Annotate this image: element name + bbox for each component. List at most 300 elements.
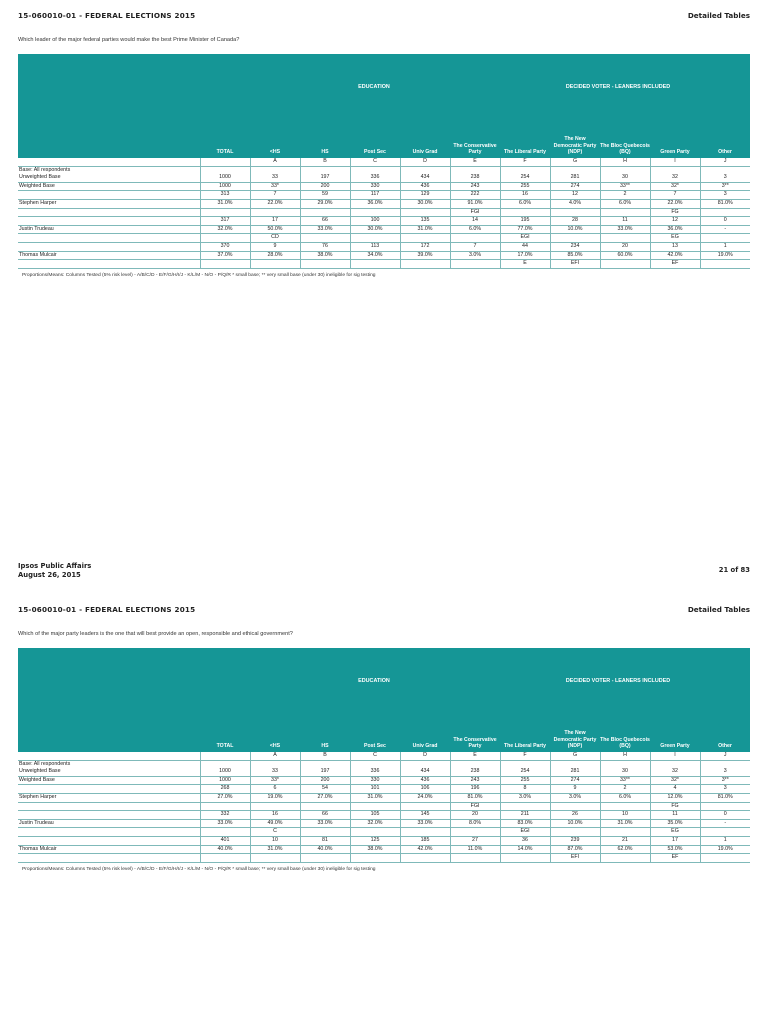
table-cell bbox=[400, 260, 450, 269]
table-cell: 3.0% bbox=[500, 793, 550, 802]
table-cell: 32* bbox=[650, 776, 700, 785]
column-header-the-conservative-party: The Conservative Party bbox=[453, 736, 497, 749]
table-cell: 8 bbox=[500, 785, 550, 794]
table-row bbox=[18, 811, 750, 820]
column-letters-row bbox=[18, 752, 750, 760]
row-label: Base: All respondents bbox=[19, 166, 71, 173]
table-cell bbox=[600, 760, 650, 768]
table-cell: 313 bbox=[200, 191, 250, 200]
table-cell: 31.0% bbox=[600, 819, 650, 828]
table-cell: 34.0% bbox=[350, 251, 400, 260]
table-cell: 85.0% bbox=[550, 251, 600, 260]
table-cell bbox=[550, 760, 600, 768]
column-header-the-new-democratic-party-ndp: The New Democratic Party (NDP) bbox=[553, 136, 597, 155]
table-cell: 117 bbox=[350, 191, 400, 200]
table-cell: 32.0% bbox=[350, 819, 400, 828]
table-cell: 185 bbox=[400, 836, 450, 845]
voter-group-label: DECIDED VOTER - LEANERS INCLUDED bbox=[565, 678, 671, 684]
table-cell: 9 bbox=[250, 242, 300, 251]
table-cell: 12.0% bbox=[650, 793, 700, 802]
table-cell: 370 bbox=[200, 242, 250, 251]
table-cell: 222 bbox=[450, 191, 500, 200]
table-cell bbox=[600, 208, 650, 217]
table-cell: 49.0% bbox=[250, 819, 300, 828]
table-row bbox=[18, 199, 750, 208]
table-cell bbox=[700, 760, 750, 768]
table-row bbox=[18, 234, 750, 243]
table-cell: 62.0% bbox=[600, 845, 650, 854]
table-cell: 37.0% bbox=[200, 251, 250, 260]
table-cell: 22.0% bbox=[250, 199, 300, 208]
table-cell bbox=[400, 802, 450, 811]
column-letter: F bbox=[500, 752, 550, 760]
table-cell: 6 bbox=[250, 785, 300, 794]
table-cell: 28 bbox=[550, 217, 600, 226]
column-header-band bbox=[18, 648, 750, 752]
table-cell: 31.0% bbox=[200, 199, 250, 208]
table-cell: 12 bbox=[550, 191, 600, 200]
table-cell bbox=[550, 166, 600, 174]
table-cell: 30.0% bbox=[350, 225, 400, 234]
table-cell: 21 bbox=[600, 836, 650, 845]
column-header-post-sec: Post Sec bbox=[364, 742, 386, 749]
table-cell: 44 bbox=[500, 242, 550, 251]
table-cell: 10 bbox=[600, 811, 650, 820]
table-row bbox=[18, 242, 750, 251]
column-header-hs: HS bbox=[321, 148, 329, 155]
table-cell bbox=[350, 760, 400, 768]
table-cell: 0 bbox=[700, 217, 750, 226]
table-cell: 255 bbox=[500, 776, 550, 785]
table-cell bbox=[700, 828, 750, 837]
table-cell bbox=[400, 854, 450, 863]
table-cell: 3.0% bbox=[450, 251, 500, 260]
table-cell bbox=[600, 234, 650, 243]
table-cell: 42.0% bbox=[650, 251, 700, 260]
row-label: Thomas Mulcair bbox=[18, 845, 200, 854]
table-cell bbox=[200, 828, 250, 837]
row-label: Stephen Harper bbox=[18, 199, 200, 208]
table-cell: 3 bbox=[700, 191, 750, 200]
column-header-univ-grad: Univ Grad bbox=[412, 148, 438, 155]
table-cell: 172 bbox=[400, 242, 450, 251]
table-cell bbox=[200, 208, 250, 217]
table-cell: 10.0% bbox=[550, 819, 600, 828]
table-cell: 81 bbox=[300, 836, 350, 845]
table-cell: 434 bbox=[400, 174, 450, 182]
row-label bbox=[18, 260, 200, 269]
table-cell: 100 bbox=[350, 217, 400, 226]
table-cell: 401 bbox=[200, 836, 250, 845]
table-cell bbox=[250, 854, 300, 863]
table-cell: 434 bbox=[400, 768, 450, 776]
table-cell: C bbox=[250, 828, 300, 837]
table-cell: 4 bbox=[650, 785, 700, 794]
table-cell: 42.0% bbox=[400, 845, 450, 854]
table-cell: 38.0% bbox=[300, 251, 350, 260]
table-cell: EFI bbox=[550, 854, 600, 863]
table-cell: FG bbox=[650, 208, 700, 217]
table-cell: 332 bbox=[200, 811, 250, 820]
column-letter: E bbox=[450, 752, 500, 760]
table-cell: 106 bbox=[400, 785, 450, 794]
row-label: Thomas Mulcair bbox=[18, 251, 200, 260]
table-cell bbox=[300, 260, 350, 269]
table-cell: FGI bbox=[450, 208, 500, 217]
table-cell: EF bbox=[650, 260, 700, 269]
table-cell: 39.0% bbox=[400, 251, 450, 260]
table-cell: 1 bbox=[700, 836, 750, 845]
column-header-total: TOTAL bbox=[216, 742, 234, 749]
row-label bbox=[18, 208, 200, 217]
table-cell bbox=[300, 828, 350, 837]
table-cell bbox=[500, 166, 550, 174]
table-cell: 2 bbox=[600, 785, 650, 794]
table-cell bbox=[300, 234, 350, 243]
column-letter: C bbox=[350, 158, 400, 166]
row-label bbox=[18, 191, 200, 200]
table-cell: 1000 bbox=[200, 182, 250, 191]
column-header-the-bloc-quebecois-bq: The Bloc Quebecois (BQ) bbox=[600, 736, 650, 749]
table-cell bbox=[500, 854, 550, 863]
table-cell bbox=[250, 166, 300, 174]
table-cell: 36 bbox=[500, 836, 550, 845]
table-cell bbox=[600, 260, 650, 269]
table-row bbox=[18, 166, 750, 174]
table-cell: 11 bbox=[650, 811, 700, 820]
page-footer bbox=[18, 562, 91, 579]
table-cell bbox=[300, 802, 350, 811]
table-cell: 32 bbox=[650, 174, 700, 182]
table-cell: - bbox=[700, 819, 750, 828]
table-cell: 19.0% bbox=[700, 845, 750, 854]
table-cell bbox=[200, 166, 250, 174]
table-cell: 7 bbox=[250, 191, 300, 200]
table-cell: 330 bbox=[350, 776, 400, 785]
table-cell: 129 bbox=[400, 191, 450, 200]
table-cell: 113 bbox=[350, 242, 400, 251]
table-cell bbox=[200, 260, 250, 269]
table-cell bbox=[450, 828, 500, 837]
table-cell: 281 bbox=[550, 174, 600, 182]
table-cell bbox=[400, 208, 450, 217]
table-cell bbox=[300, 208, 350, 217]
column-header-band bbox=[18, 54, 750, 158]
table-cell bbox=[700, 854, 750, 863]
table-row bbox=[18, 785, 750, 794]
table-cell: 33.0% bbox=[600, 225, 650, 234]
table-cell bbox=[700, 802, 750, 811]
table-cell: 211 bbox=[500, 811, 550, 820]
detailed-tables-label: Detailed Tables bbox=[687, 11, 750, 20]
table-cell: 3 bbox=[700, 785, 750, 794]
sig-testing-note: Proportions/Means: Columns Tested (5% risk level) - A/B/C/D - E/F/G/H/I/J - K/L/M - N/O - P/Q/R * small base; ** very small base (under 30) ineligible for sig testing bbox=[22, 273, 376, 278]
row-label bbox=[18, 836, 200, 845]
column-header-other: Other bbox=[718, 742, 732, 749]
row-label bbox=[18, 802, 200, 811]
table-cell: EGI bbox=[500, 234, 550, 243]
table-cell: 254 bbox=[500, 174, 550, 182]
table-cell bbox=[450, 260, 500, 269]
education-group-label: EDUCATION bbox=[358, 678, 390, 684]
table-cell: 336 bbox=[350, 174, 400, 182]
table-cell bbox=[400, 760, 450, 768]
table-cell: 33** bbox=[600, 776, 650, 785]
table-row bbox=[18, 854, 750, 863]
table-row bbox=[18, 182, 750, 191]
table-cell: 13 bbox=[650, 242, 700, 251]
table-cell: 59 bbox=[300, 191, 350, 200]
table-cell bbox=[400, 828, 450, 837]
column-letter: H bbox=[600, 158, 650, 166]
column-letter: B bbox=[300, 158, 350, 166]
column-header-green-party: Green Party bbox=[660, 148, 690, 155]
column-header-the-bloc-quebecois-bq: The Bloc Quebecois (BQ) bbox=[600, 142, 650, 155]
column-header-the-conservative-party: The Conservative Party bbox=[453, 142, 497, 155]
table-cell: 234 bbox=[550, 242, 600, 251]
row-label: Weighted Base bbox=[18, 776, 200, 785]
table-cell: EGI bbox=[500, 828, 550, 837]
column-letter: I bbox=[650, 158, 700, 166]
table-row bbox=[18, 260, 750, 269]
table-cell: 32.0% bbox=[200, 225, 250, 234]
table-cell: 16 bbox=[500, 191, 550, 200]
table-cell: 195 bbox=[500, 217, 550, 226]
table-cell bbox=[700, 234, 750, 243]
table-cell bbox=[450, 760, 500, 768]
table-cell bbox=[500, 802, 550, 811]
table-row bbox=[18, 225, 750, 234]
table-cell: - bbox=[700, 225, 750, 234]
table-cell bbox=[400, 234, 450, 243]
row-label: Unweighted Base bbox=[18, 174, 200, 182]
table-cell: E bbox=[500, 260, 550, 269]
table-cell: 9 bbox=[550, 785, 600, 794]
table-cell: 91.0% bbox=[450, 199, 500, 208]
table-cell bbox=[650, 166, 700, 174]
column-header-the-liberal-party: The Liberal Party bbox=[503, 148, 547, 155]
table-cell: 20 bbox=[450, 811, 500, 820]
table-cell: 10 bbox=[250, 836, 300, 845]
table-cell: 17 bbox=[650, 836, 700, 845]
crosstab-table bbox=[18, 158, 750, 269]
table-cell: 6.0% bbox=[600, 199, 650, 208]
table-cell: 32* bbox=[650, 182, 700, 191]
table-cell bbox=[450, 854, 500, 863]
table-cell bbox=[600, 828, 650, 837]
column-letter: J bbox=[700, 158, 750, 166]
table-cell bbox=[350, 802, 400, 811]
table-cell bbox=[200, 802, 250, 811]
column-header-hs: HS bbox=[321, 742, 329, 749]
table-cell: 11.0% bbox=[450, 845, 500, 854]
question-text: Which of the major party leaders is the one that will best provide an open, responsible and ethical government? bbox=[18, 631, 293, 637]
table-cell: 7 bbox=[650, 191, 700, 200]
table-cell: 17 bbox=[250, 217, 300, 226]
table-cell: 336 bbox=[350, 768, 400, 776]
column-letter: J bbox=[700, 752, 750, 760]
table-cell bbox=[550, 802, 600, 811]
table-cell: 274 bbox=[550, 776, 600, 785]
table-cell: EG bbox=[650, 828, 700, 837]
table-cell: 281 bbox=[550, 768, 600, 776]
row-label bbox=[18, 811, 200, 820]
table-cell: 76 bbox=[300, 242, 350, 251]
table-cell: 32 bbox=[650, 768, 700, 776]
table-cell: 16 bbox=[250, 811, 300, 820]
table-cell: 66 bbox=[300, 217, 350, 226]
column-letter: E bbox=[450, 158, 500, 166]
table-cell: 77.0% bbox=[500, 225, 550, 234]
table-cell: 254 bbox=[500, 768, 550, 776]
table-cell bbox=[700, 208, 750, 217]
table-cell bbox=[700, 260, 750, 269]
table-row bbox=[18, 793, 750, 802]
table-cell bbox=[350, 208, 400, 217]
table-cell: 330 bbox=[350, 182, 400, 191]
table-row bbox=[18, 836, 750, 845]
table-cell: 14.0% bbox=[500, 845, 550, 854]
column-letter: G bbox=[550, 158, 600, 166]
table-cell: EFI bbox=[550, 260, 600, 269]
table-cell: 22.0% bbox=[650, 199, 700, 208]
table-cell: 268 bbox=[200, 785, 250, 794]
row-label: Justin Trudeau bbox=[18, 819, 200, 828]
table-cell: 6.0% bbox=[600, 793, 650, 802]
column-header-other: Other bbox=[718, 148, 732, 155]
table-row bbox=[18, 819, 750, 828]
table-cell: 24.0% bbox=[400, 793, 450, 802]
table-cell bbox=[600, 854, 650, 863]
table-cell: 255 bbox=[500, 182, 550, 191]
row-label bbox=[18, 217, 200, 226]
table-cell bbox=[250, 802, 300, 811]
column-header-the-liberal-party: The Liberal Party bbox=[503, 742, 547, 749]
table-cell: 0 bbox=[700, 811, 750, 820]
table-cell: 10.0% bbox=[550, 225, 600, 234]
report-date: August 26, 2015 bbox=[18, 570, 81, 579]
column-letter: I bbox=[650, 752, 700, 760]
table-cell: 81.0% bbox=[700, 199, 750, 208]
table-cell bbox=[600, 802, 650, 811]
table-cell: 1 bbox=[700, 242, 750, 251]
table-cell: 1000 bbox=[200, 768, 250, 776]
table-cell: 317 bbox=[200, 217, 250, 226]
table-cell: 35.0% bbox=[650, 819, 700, 828]
table-cell bbox=[550, 828, 600, 837]
table-cell: 3.0% bbox=[550, 793, 600, 802]
table-row bbox=[18, 251, 750, 260]
column-letter: B bbox=[300, 752, 350, 760]
row-label bbox=[18, 828, 200, 837]
crosstab-table bbox=[18, 752, 750, 863]
table-cell: 60.0% bbox=[600, 251, 650, 260]
table-cell: 81.0% bbox=[700, 793, 750, 802]
table-cell: 19.0% bbox=[700, 251, 750, 260]
table-cell: 33.0% bbox=[400, 819, 450, 828]
table-cell: 33* bbox=[250, 182, 300, 191]
table-cell: 31.0% bbox=[400, 225, 450, 234]
report-title: 15-060010-01 - FEDERAL ELECTIONS 2015 bbox=[18, 11, 196, 20]
table-cell: 105 bbox=[350, 811, 400, 820]
table-cell: 12 bbox=[650, 217, 700, 226]
table-cell: 26 bbox=[550, 811, 600, 820]
table-cell bbox=[700, 166, 750, 174]
column-letter: C bbox=[350, 752, 400, 760]
table-cell: 40.0% bbox=[300, 845, 350, 854]
table-cell: 83.0% bbox=[500, 819, 550, 828]
table-cell: 3** bbox=[700, 776, 750, 785]
table-cell: 135 bbox=[400, 217, 450, 226]
table-cell bbox=[300, 166, 350, 174]
column-letter: F bbox=[500, 158, 550, 166]
column-header-green-party: Green Party bbox=[660, 742, 690, 749]
table-cell: 200 bbox=[300, 182, 350, 191]
table-cell: 36.0% bbox=[650, 225, 700, 234]
row-label bbox=[18, 234, 200, 243]
column-header-total: TOTAL bbox=[216, 148, 234, 155]
column-header-post-sec: Post Sec bbox=[364, 148, 386, 155]
table-cell: FGI bbox=[450, 802, 500, 811]
table-cell: 1000 bbox=[200, 776, 250, 785]
table-cell: 53.0% bbox=[650, 845, 700, 854]
column-letter: H bbox=[600, 752, 650, 760]
table-cell: 33.0% bbox=[300, 225, 350, 234]
table-row bbox=[18, 174, 750, 182]
table-cell: 4.0% bbox=[550, 199, 600, 208]
table-cell: 33* bbox=[250, 776, 300, 785]
column-letter: G bbox=[550, 752, 600, 760]
row-label bbox=[18, 752, 200, 760]
table-row bbox=[18, 768, 750, 776]
table-cell: 243 bbox=[450, 182, 500, 191]
table-cell: 31.0% bbox=[250, 845, 300, 854]
table-cell bbox=[350, 260, 400, 269]
table-cell: 2 bbox=[600, 191, 650, 200]
table-section-1 bbox=[0, 11, 768, 291]
table-cell: 200 bbox=[300, 776, 350, 785]
table-cell: 27.0% bbox=[200, 793, 250, 802]
page-header bbox=[18, 11, 750, 23]
table-cell bbox=[400, 166, 450, 174]
table-cell bbox=[250, 260, 300, 269]
table-cell: FG bbox=[650, 802, 700, 811]
table-cell: 125 bbox=[350, 836, 400, 845]
table-cell bbox=[350, 234, 400, 243]
row-label bbox=[18, 242, 200, 251]
table-cell: 7 bbox=[450, 242, 500, 251]
table-cell: 197 bbox=[300, 768, 350, 776]
table-cell bbox=[450, 166, 500, 174]
table-cell: 36.0% bbox=[350, 199, 400, 208]
table-cell: 33.0% bbox=[200, 819, 250, 828]
table-cell: EF bbox=[650, 854, 700, 863]
table-cell: 27.0% bbox=[300, 793, 350, 802]
table-row bbox=[18, 208, 750, 217]
table-row bbox=[18, 776, 750, 785]
table-cell bbox=[550, 234, 600, 243]
table-cell bbox=[500, 760, 550, 768]
table-cell bbox=[200, 760, 250, 768]
table-cell: 20 bbox=[600, 242, 650, 251]
column-letter bbox=[200, 158, 250, 166]
table-cell: 436 bbox=[400, 182, 450, 191]
table-row bbox=[18, 802, 750, 811]
table-cell: 3 bbox=[700, 174, 750, 182]
table-row bbox=[18, 845, 750, 854]
column-letter: D bbox=[400, 752, 450, 760]
column-letter: A bbox=[250, 752, 300, 760]
